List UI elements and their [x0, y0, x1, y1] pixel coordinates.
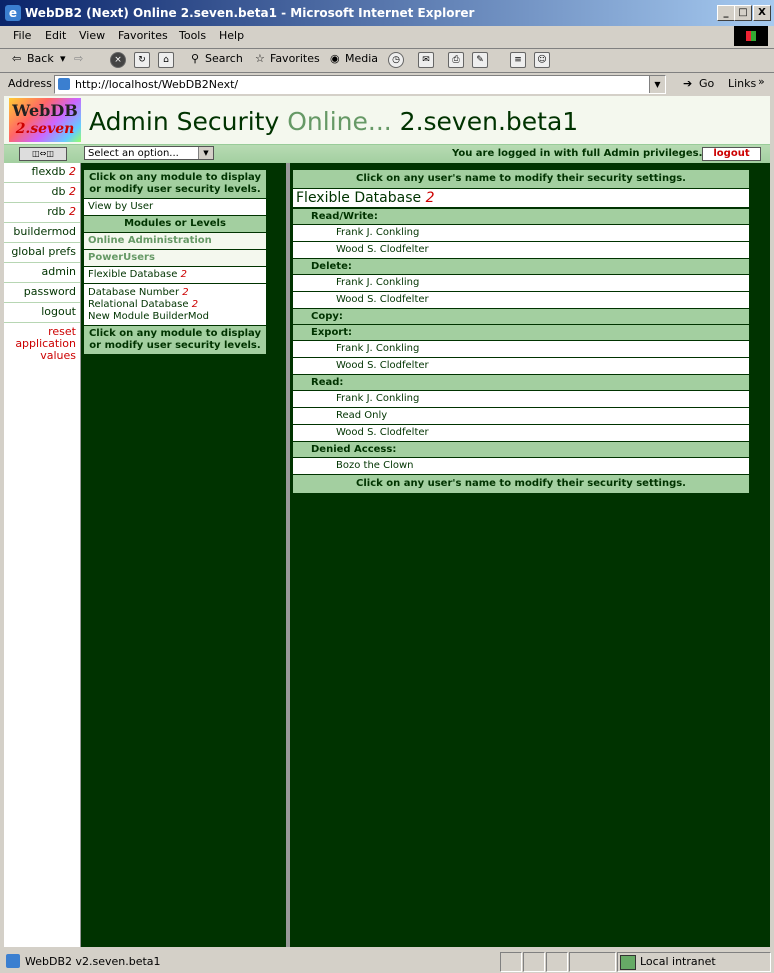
- back-arrow-icon: ⇦: [12, 52, 22, 65]
- title-version: 2.seven.beta1: [391, 107, 579, 136]
- category-denied-access: Denied Access:: [293, 442, 749, 458]
- nav-db[interactable]: [4, 183, 80, 203]
- favorites-button[interactable]: Favorites: [270, 52, 320, 65]
- status-pane: [569, 952, 616, 972]
- address-bar: [0, 73, 774, 96]
- nav-label: buildermod: [13, 225, 76, 238]
- menu-file[interactable]: File: [13, 29, 32, 42]
- user-link[interactable]: Bozo the Clown: [293, 458, 749, 475]
- module-flexible-database[interactable]: [84, 267, 266, 284]
- module-relational-database[interactable]: [88, 299, 262, 311]
- option-select-value: Select an option...: [88, 148, 179, 159]
- category-delete: Delete:: [293, 259, 749, 275]
- forward-icon[interactable]: ⇨: [74, 52, 84, 65]
- category-export: Export:: [293, 325, 749, 341]
- windows-logo-icon: [734, 26, 768, 46]
- home-icon[interactable]: ⌂: [158, 52, 174, 68]
- logo-text-1: WebDB: [12, 101, 78, 120]
- title-main: Admin Security: [89, 107, 288, 136]
- refresh-icon[interactable]: ↻: [134, 52, 150, 68]
- user-link[interactable]: Wood S. Clodfelter: [293, 358, 749, 375]
- select-arrow-icon[interactable]: ▼: [198, 147, 213, 159]
- window-title-bar: [0, 0, 774, 26]
- module-panel: [84, 170, 266, 355]
- webdb-logo[interactable]: [9, 98, 81, 142]
- user-link[interactable]: Wood S. Clodfelter: [293, 242, 749, 259]
- close-button[interactable]: X: [753, 5, 771, 21]
- edit-icon[interactable]: ✎: [472, 52, 488, 68]
- module-hint-bottom: Click on any module to display or modify user security levels.: [84, 326, 266, 355]
- stop-icon[interactable]: ×: [110, 52, 126, 68]
- logo-text-2: 2.seven: [15, 121, 75, 137]
- menu-view[interactable]: View: [79, 29, 106, 42]
- logout-button[interactable]: logout: [702, 147, 761, 161]
- user-link[interactable]: Frank J. Conkling: [293, 391, 749, 408]
- nav-admin[interactable]: [4, 263, 80, 283]
- back-dropdown-icon[interactable]: ▾: [60, 52, 66, 65]
- option-bar: [4, 145, 770, 163]
- status-pane: [500, 952, 522, 972]
- browser-toolbar: [0, 48, 774, 73]
- nav-label: password: [23, 285, 76, 298]
- nav-rdb[interactable]: [4, 203, 80, 223]
- menu-edit[interactable]: Edit: [45, 29, 67, 42]
- nav-label: flexdb: [31, 165, 66, 178]
- user-link[interactable]: Frank J. Conkling: [293, 225, 749, 242]
- panel-divider[interactable]: [286, 163, 290, 947]
- menu-bar: [0, 26, 774, 49]
- status-bar: [0, 950, 774, 973]
- module-new-buildermod[interactable]: New Module BuilderMod: [88, 311, 209, 322]
- left-nav: [4, 163, 81, 947]
- module-sup: 2: [191, 299, 199, 310]
- nav-reset-application-values[interactable]: [4, 323, 80, 363]
- category-read: Read:: [293, 375, 749, 391]
- nav-sup: 2: [69, 205, 76, 218]
- nav-global-prefs[interactable]: [4, 243, 80, 263]
- go-arrow-icon: ➔: [683, 77, 693, 90]
- nav-sup: 2: [69, 165, 76, 178]
- user-link[interactable]: Read Only: [293, 408, 749, 425]
- module-hint-top: Click on any module to display or modify user security levels.: [84, 170, 266, 199]
- nav-label: db: [51, 185, 66, 198]
- module-label: Database Number: [88, 287, 180, 298]
- module-title-sup: 2: [425, 190, 435, 206]
- mail-icon[interactable]: ✉: [418, 52, 434, 68]
- module-database-number[interactable]: [88, 287, 262, 299]
- module-powerusers[interactable]: PowerUsers: [84, 250, 266, 267]
- category-copy: Copy:: [293, 309, 749, 325]
- page-header: [4, 96, 770, 145]
- reset-line-3: values: [40, 349, 76, 362]
- reset-line-2: application: [15, 337, 76, 350]
- intranet-icon: [620, 955, 636, 970]
- zone-label: [640, 955, 716, 968]
- go-button[interactable]: Go: [699, 77, 715, 90]
- zone-text: Local intranet: [640, 955, 716, 968]
- security-panel: [293, 170, 749, 494]
- address-label: Address: [8, 77, 52, 90]
- user-link[interactable]: Wood S. Clodfelter: [293, 292, 749, 309]
- nav-label: admin: [41, 265, 76, 278]
- status-text: WebDB2 v2.seven.beta1: [25, 955, 161, 968]
- address-dropdown-icon[interactable]: ▼: [649, 76, 665, 93]
- login-status: You are logged in with full Admin privileges.: [452, 148, 703, 159]
- menu-tools[interactable]: Tools: [179, 29, 207, 42]
- module-title-text: Flexible Database: [296, 190, 426, 206]
- status-pane: [523, 952, 545, 972]
- user-link[interactable]: Wood S. Clodfelter: [293, 425, 749, 442]
- nav-label: global prefs: [11, 245, 76, 258]
- option-select[interactable]: [84, 146, 214, 160]
- nav-label: logout: [41, 305, 76, 318]
- user-link[interactable]: Frank J. Conkling: [293, 275, 749, 292]
- maximize-button[interactable]: □: [734, 5, 752, 21]
- page-content: [4, 96, 770, 947]
- page-title: [89, 107, 578, 136]
- address-url[interactable]: http://localhost/WebDB2Next/: [75, 78, 239, 91]
- ie-icon: e: [5, 5, 21, 21]
- window-title: WebDB2 (Next) Online 2.seven.beta1 - Microsoft Internet Explorer: [25, 6, 475, 20]
- layout-toggle-icon[interactable]: ◫⇔◫: [19, 147, 67, 161]
- print-icon[interactable]: ⎙: [448, 52, 464, 68]
- reset-line-1: reset: [48, 325, 76, 338]
- security-module-title: [293, 189, 749, 209]
- search-icon: ⚲: [191, 52, 200, 65]
- back-button[interactable]: Back: [27, 52, 54, 65]
- nav-sup: 2: [69, 185, 76, 198]
- nav-buildermod[interactable]: [4, 223, 80, 243]
- module-list: [84, 284, 266, 326]
- module-online-administration[interactable]: Online Administration: [84, 233, 266, 250]
- media-icon: ◉: [330, 52, 340, 65]
- security-hint-bottom: Click on any user's name to modify their security settings.: [293, 475, 749, 494]
- status-pane: [546, 952, 568, 972]
- menu-help[interactable]: Help: [219, 29, 245, 42]
- page-icon: [58, 78, 70, 90]
- media-button[interactable]: Media: [345, 52, 379, 65]
- address-input[interactable]: [54, 75, 666, 94]
- security-hint-top: Click on any user's name to modify their security settings.: [293, 170, 749, 189]
- modules-header: Modules or Levels: [84, 216, 266, 233]
- module-label: Flexible Database: [88, 269, 178, 280]
- messenger-icon[interactable]: ☺: [534, 52, 550, 68]
- nav-flexdb[interactable]: [4, 163, 80, 183]
- links-button[interactable]: Links: [728, 77, 757, 90]
- module-label: Relational Database: [88, 299, 189, 310]
- history-icon[interactable]: ◷: [388, 52, 404, 68]
- view-by-user-link[interactable]: View by User: [84, 199, 266, 216]
- nav-password[interactable]: [4, 283, 80, 303]
- module-sup: 2: [180, 269, 187, 280]
- favorites-star-icon: ☆: [255, 52, 265, 65]
- nav-label: rdb: [47, 205, 66, 218]
- links-chevron-icon[interactable]: »: [758, 75, 765, 88]
- minimize-button[interactable]: _: [717, 5, 735, 21]
- menu-favorites[interactable]: Favorites: [118, 29, 168, 42]
- search-button[interactable]: Search: [205, 52, 243, 65]
- nav-logout[interactable]: [4, 303, 80, 323]
- page-status-icon: [6, 954, 20, 968]
- user-link[interactable]: Frank J. Conkling: [293, 341, 749, 358]
- category-read-write: Read/Write:: [293, 209, 749, 225]
- module-sup: 2: [182, 287, 189, 298]
- discuss-icon[interactable]: ≡: [510, 52, 526, 68]
- title-online: Online...: [287, 107, 392, 136]
